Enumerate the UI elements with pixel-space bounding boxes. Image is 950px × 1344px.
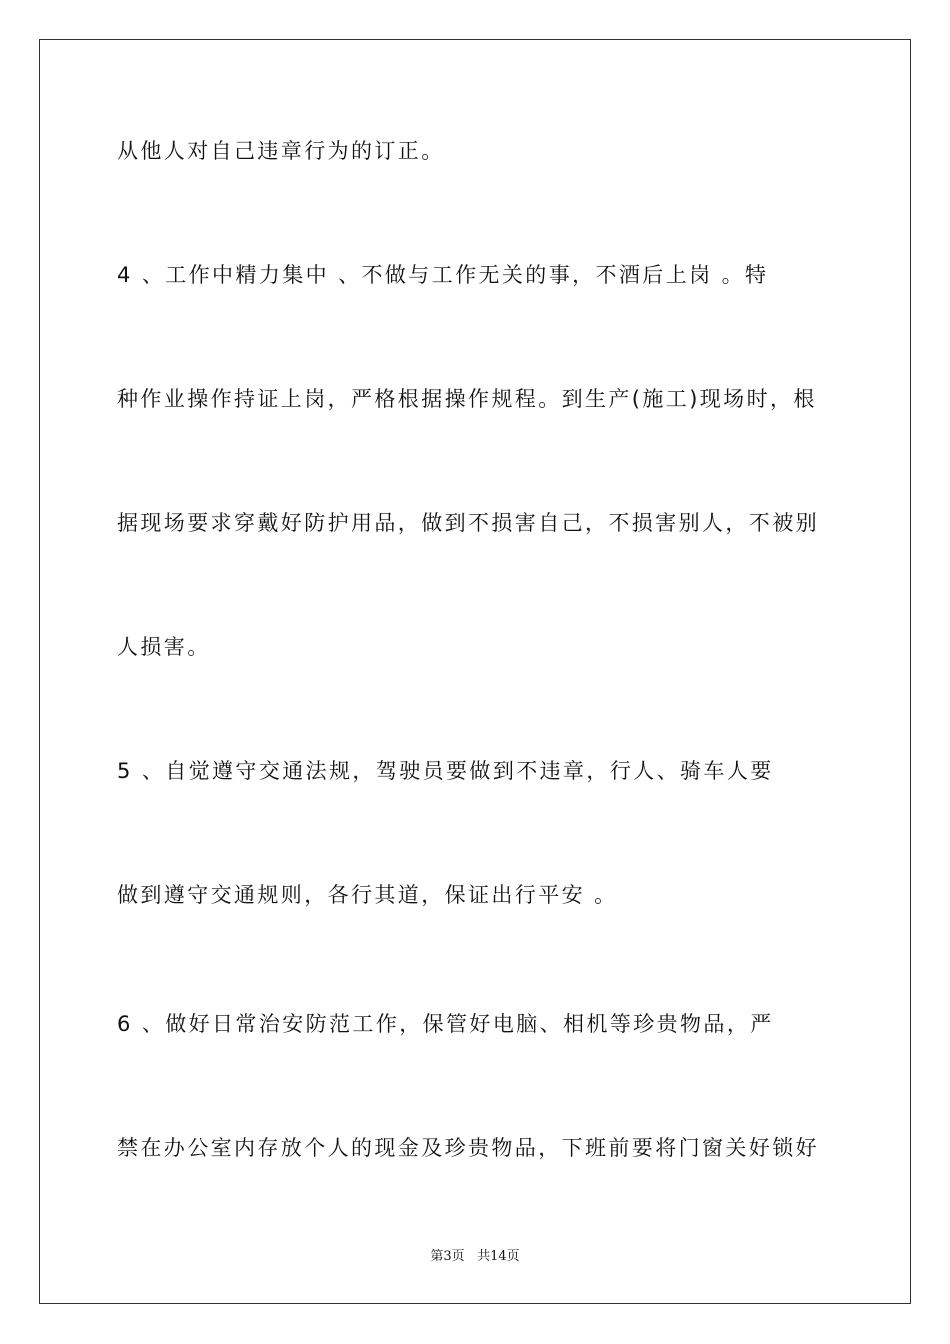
text-line-8: 6 、做好日常治安防范工作，保管好电脑、相机等珍贵物品，严 [117, 1012, 774, 1036]
text-line-5: 人损害。 [117, 635, 211, 659]
text-line-1: 从他人对自己违章行为的订正。 [117, 139, 445, 163]
page-number: 第3页 [430, 1249, 465, 1264]
text-line-3: 种作业操作持证上岗，严格根据操作规程。到生产(施工)现场时，根 [117, 387, 817, 411]
page-total: 共14页 [477, 1249, 520, 1264]
text-line-7: 做到遵守交通规则，各行其道，保证出行平安 。 [117, 883, 618, 907]
text-line-4: 据现场要求穿戴好防护用品，做到不损害自己，不损害别人，不被别 [117, 511, 819, 535]
text-line-2: 4 、工作中精力集中 、不做与工作无关的事，不酒后上岗 。特 [117, 263, 769, 287]
page-border [39, 39, 911, 1304]
page-footer [0, 1248, 950, 1266]
text-line-6: 5 、自觉遵守交通法规，驾驶员要做到不违章，行人、骑车人要 [117, 759, 774, 783]
text-line-9: 禁在办公室内存放个人的现金及珍贵物品，下班前要将门窗关好锁好 [117, 1136, 819, 1160]
